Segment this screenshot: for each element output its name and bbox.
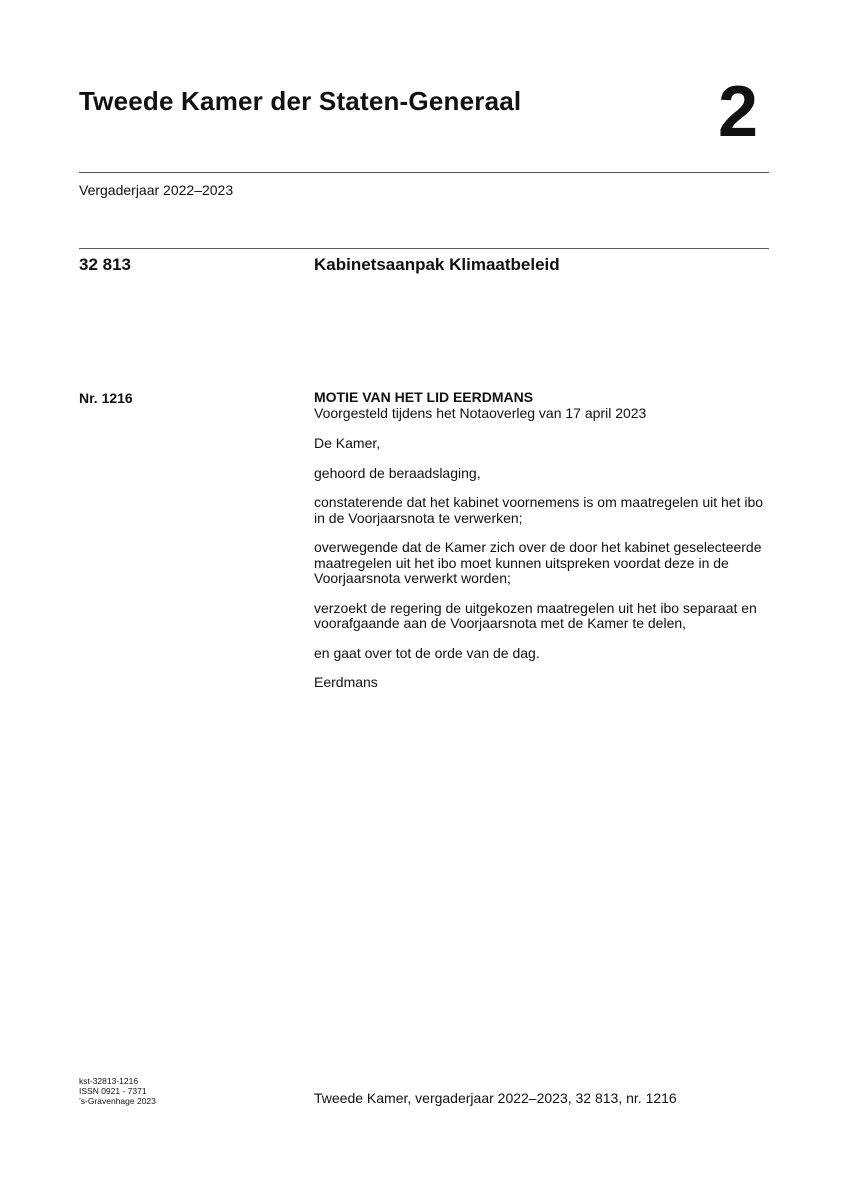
- motion-body: [314, 390, 774, 691]
- motion-paragraph: en gaat over tot de orde van de dag.: [314, 644, 540, 661]
- dossier-divider: [79, 248, 769, 249]
- motion-paragraph: gehoord de beraadslaging,: [314, 464, 481, 481]
- motion-signatory: Eerdmans: [314, 674, 378, 690]
- footer-citation: Tweede Kamer, vergaderjaar 2022–2023, 32 813, nr. 1216: [314, 1090, 677, 1106]
- colophon-issn: ISSN 0921 - 7371: [79, 1086, 147, 1096]
- colophon: [79, 1076, 156, 1106]
- motion-paragraph: constaterende dat het kabinet voornemens is om maatregelen uit het ibo in de Voorjaarsnota te verwerken;: [314, 494, 764, 526]
- document-number: Nr. 1216: [79, 390, 133, 406]
- motion-paragraph: verzoekt de regering de uitgekozen maatregelen uit het ibo separaat en voorafgaande aan de Voorjaarsnota met de Kamer te delen,: [314, 599, 757, 631]
- house-number: 2: [718, 72, 759, 152]
- header-divider: [79, 172, 769, 173]
- motion-proposed-line: Voorgesteld tijdens het Notaoverleg van 17 april 2023: [314, 404, 647, 421]
- dossier-number: 32 813: [79, 255, 131, 274]
- colophon-kst: kst-32813-1216: [79, 1076, 139, 1086]
- colophon-place-year: ’s-Gravenhage 2023: [79, 1096, 156, 1106]
- house-title: Tweede Kamer der Staten-Generaal: [79, 86, 522, 116]
- motion-title: MOTIE VAN HET LID EERDMANS: [314, 389, 534, 405]
- motion-paragraph: De Kamer,: [314, 435, 381, 451]
- session-year: Vergaderjaar 2022–2023: [79, 182, 234, 198]
- motion-paragraph: overwegende dat de Kamer zich over de door het kabinet geselecteerde maatregelen uit het ibo moet kunnen uitspreken voordat deze in de Voorjaarsnota verwerkt worden;: [314, 539, 762, 586]
- dossier-title: Kabinetsaanpak Klimaatbeleid: [314, 255, 560, 274]
